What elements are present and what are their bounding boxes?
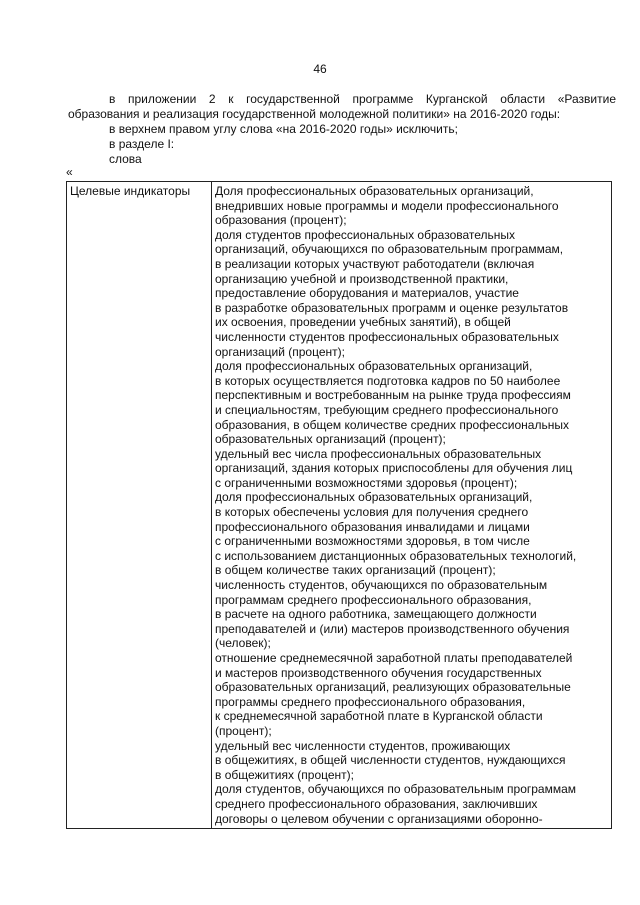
page-number: 46: [313, 62, 327, 76]
table-row: [67, 182, 612, 829]
indicator-line: в которых осуществляется подготовка кадров по 50 наиболее: [215, 373, 561, 388]
indicator-line: организаций, обучающихся по образовательным программам,: [215, 242, 564, 257]
indicator-line: организаций, здания которых приспособлены для обучения лиц: [215, 461, 573, 476]
indicator-line: с ограниченными возможностями здоровья (процент);: [215, 475, 518, 490]
indicator-line: удельный вес численности студентов, проживающих: [215, 738, 511, 753]
indicator-line: в разработке образовательных программ и оценке результатов: [215, 300, 569, 315]
indicator-line: и специальностям, требующим среднего профессионального: [215, 402, 559, 417]
indicator-line: (процент);: [215, 723, 272, 738]
indicator-line: с ограниченными возможностями здоровья, в том числе: [215, 534, 530, 549]
indicator-line: профессионального образования инвалидами и лицами: [215, 519, 530, 534]
indicator-line: среднего профессионального образования, заключивших: [215, 796, 538, 811]
indicators-label-cell: [67, 182, 212, 829]
intro-paragraph: в приложении 2 к государственной программе Курганской области «Развитие образования и реализация государственной молодежной политики» на 2016-2020 годы:: [68, 92, 616, 121]
indicator-line: в общем количестве таких организаций (процент);: [215, 563, 496, 578]
indicator-line: доля профессиональных образовательных организаций,: [215, 490, 533, 505]
indicator-line: договоры о целевом обучении с организациями оборонно-: [215, 811, 543, 826]
indicator-line: с использованием дистанционных образовательных технологий,: [215, 548, 577, 563]
indicator-line: численности студентов профессиональных образовательных: [215, 329, 559, 344]
indicator-line: в которых обеспечены условия для получения среднего: [215, 505, 529, 520]
indicator-line: образовательных организаций, реализующих образовательные: [215, 680, 571, 695]
indicator-line: доля студентов профессиональных образовательных: [215, 227, 516, 242]
indicator-line: преподавателей и (или) мастеров производственного обучения: [215, 621, 570, 636]
indicator-line: предоставление оборудования и материалов, участие: [215, 286, 519, 301]
indicator-line: образования, в общем количестве средних профессиональных: [215, 417, 569, 432]
indicator-line: в расчете на одного работника, замещающего должности: [215, 607, 537, 622]
indicator-line: отношение среднемесячной заработной платы преподавателей: [215, 651, 573, 665]
indicators-label: Целевые индикаторы: [70, 184, 191, 198]
indicator-line: доля студентов, обучающихся по образовательным программам: [215, 782, 577, 797]
indicator-line: и мастеров производственного обучения государственных: [215, 665, 542, 680]
indicator-line: удельный вес числа профессиональных образовательных: [215, 446, 542, 461]
intro-line-section: в разделе I:: [109, 137, 175, 151]
indicator-line: их освоения, проведении учебных занятий), в общей: [215, 315, 511, 330]
indicator-line: внедривших новые программы и модели профессионального: [215, 198, 559, 213]
indicator-line: в реализации которых участвуют работодатели (включая: [215, 256, 535, 271]
indicator-line: перспективным и востребованным на рынке труда профессиям: [215, 388, 571, 403]
indicator-line: организацию учебной и производственной практики,: [215, 271, 509, 286]
indicator-line: Доля профессиональных образовательных организаций,: [215, 184, 534, 198]
indicators-content-cell: [212, 182, 612, 829]
indicator-line: численность студентов, обучающихся по образовательным: [215, 578, 548, 593]
intro-line-words: слова: [109, 152, 142, 166]
indicator-line: образования (процент);: [215, 213, 347, 228]
indicator-line: (человек);: [215, 636, 271, 651]
indicator-line: образовательных организаций (процент);: [215, 432, 446, 447]
indicator-line: к среднемесячной заработной плате в Курганской области: [215, 709, 543, 724]
indicator-line: программы среднего профессионального образования,: [215, 694, 526, 709]
indicator-line: доля профессиональных образовательных организаций,: [215, 359, 533, 374]
intro-line-exclude: в верхнем правом углу слова «на 2016-2020 годы» исключить;: [109, 122, 458, 136]
indicator-line: в общежитиях (процент);: [215, 767, 355, 782]
opening-quote: «: [66, 165, 73, 179]
target-indicators-table: [66, 181, 612, 829]
amendment-intro: [68, 92, 616, 167]
indicator-line: организаций (процент);: [215, 344, 345, 359]
indicator-line: программам среднего профессионального образования,: [215, 592, 532, 607]
indicator-line: в общежитиях, в общей численности студентов, нуждающихся: [215, 753, 566, 768]
